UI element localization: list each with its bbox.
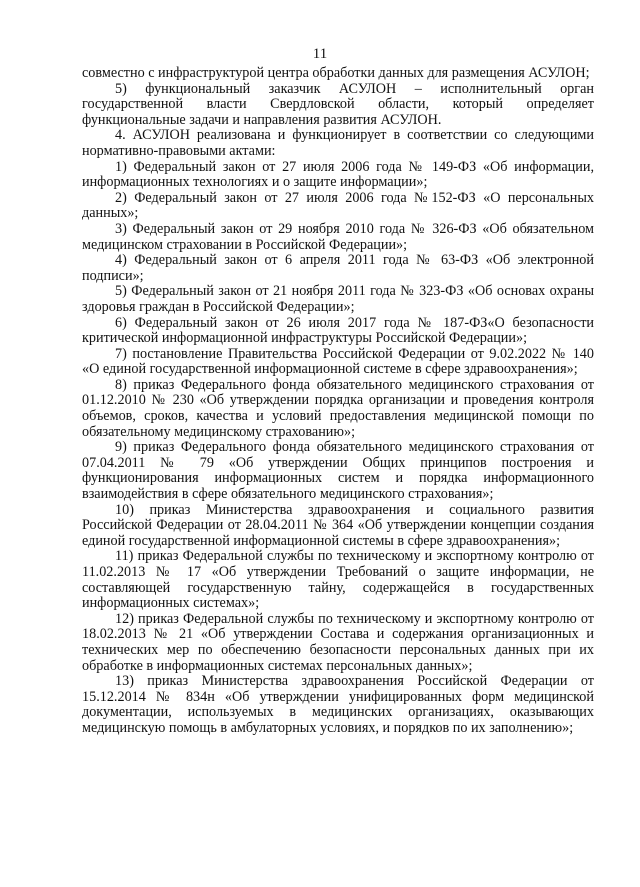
page-number: 11 [312,46,328,62]
paragraph-3: 4. АСУЛОН реализована и функционирует в соответствии со следующими нормативно-правовыми актами: [82,127,594,159]
paragraph-15: 12) приказ Федеральной службы по техническому и экспортному контролю от 18.02.2013 № 21 «Об утверждении Состава и содержания организационных и технических мер по обеспечению безопасности персональных данных при их обработке в информационных системах персональных данных»; [82,610,594,674]
paragraph-4: 1) Федеральный закон от 27 июля 2006 года № 149-ФЗ «Об информации, информационных технологиях и о защите информации»; [82,158,594,191]
paragraph-6: 3) Федеральный закон от 29 ноября 2010 года № 326-ФЗ «Об обязательном медицинском страховании в Российской Федерации»; [82,220,594,253]
paragraph-16: 13) приказ Министерства здравоохранения Российской Федерации от 15.12.2014 № 834н «Об утверждении унифицированных форм медицинской документации, используемых в медицинских организациях, оказывающих медицинскую помощь в амбулаторных условиях, и порядков по их заполнению»; [82,673,594,736]
paragraph-11: 8) приказ Федерального фонда обязательного медицинского страхования от 01.12.2010 № 230 «Об утверждении порядка организации и проведения контроля объемов, сроков, качества и условий предоставления медицинской помощи по обязательному медицинскому страхованию»; [82,376,594,440]
paragraph-2: 5) функциональный заказчик АСУЛОН – исполнительный орган государственной власти Свердловской области, который определяет функциональные задачи и направления развития АСУЛОН. [82,80,594,128]
paragraph-13: 10) приказ Министерства здравоохранения и социального развития Российской Федерации от 28.04.2011 № 364 «Об утверждении концепции создания единой государственной информационной системы в сфере здравоохранения»; [82,501,594,549]
document-body [82,66,594,737]
paragraph-9: 6) Федеральный закон от 26 июля 2017 года № 187-ФЗ«О безопасности критической информационной инфраструктуры Российской Федерации»; [82,314,594,347]
paragraph-14: 11) приказ Федеральной службы по техническому и экспортному контролю от 11.02.2013 № 17 «Об утверждении Требований о защите информации, не составляющей государственную тайну, содержащейся в государственных информационных системах»; [82,548,594,612]
paragraph-1: совместно с инфраструктурой центра обработки данных для размещения АСУЛОН; [82,65,590,81]
paragraph-12: 9) приказ Федерального фонда обязательного медицинского страхования от 07.04.2011 № 79 «Об утверждении Общих принципов построения и функционирования информационных систем и порядка информационного взаимодействия в сфере обязательного медицинского страхования»; [82,439,594,503]
paragraph-8: 5) Федеральный закон от 21 ноября 2011 года № 323-ФЗ «Об основах охраны здоровья граждан в Российской Федерации»; [82,283,594,315]
paragraph-5: 2) Федеральный закон от 27 июля 2006 года №152-ФЗ «О персональных данных»; [82,189,594,222]
paragraph-7: 4) Федеральный закон от 6 апреля 2011 года № 63-ФЗ «Об электронной подписи»; [82,252,594,284]
paragraph-10: 7) постановление Правительства Российской Федерации от 9.02.2022 № 140 «О единой государственной информационной системе в сфере здравоохранения»; [82,345,594,378]
